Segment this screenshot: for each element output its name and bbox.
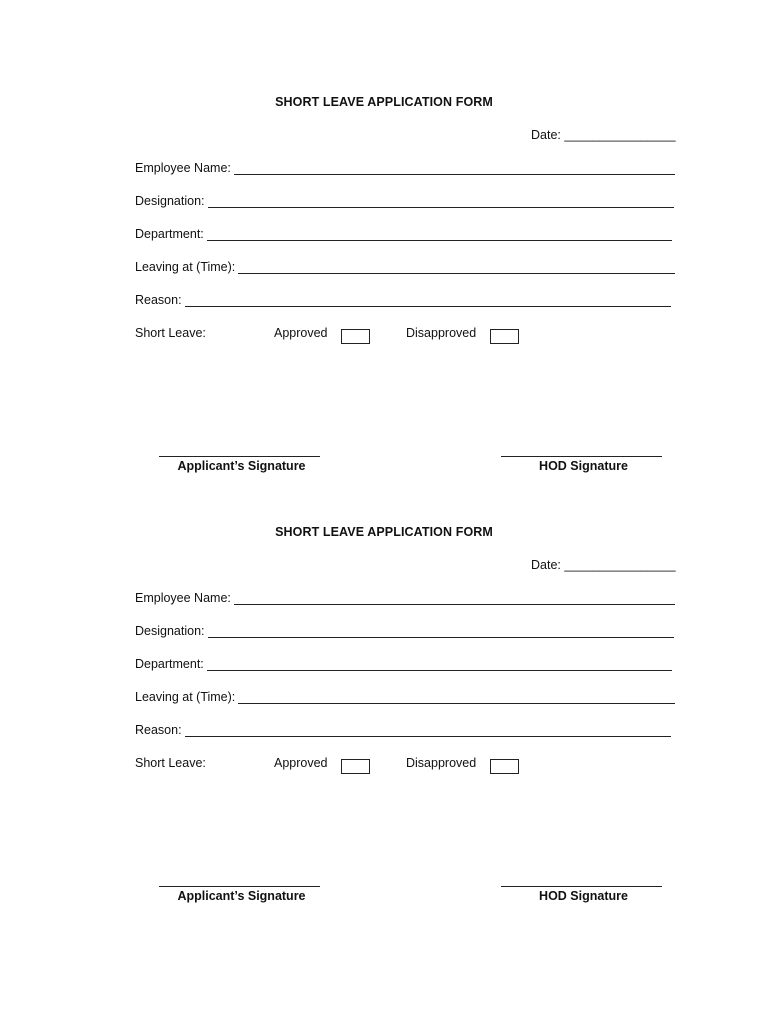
leaving-time-label: Leaving at (Time): (135, 260, 236, 274)
date-field[interactable] (531, 558, 676, 572)
short-leave-label: Short Leave: (135, 756, 206, 770)
approved-label: Approved (274, 326, 328, 340)
reason-field[interactable] (135, 293, 671, 307)
department-field[interactable] (135, 227, 672, 241)
short-leave-label: Short Leave: (135, 326, 206, 340)
reason-line[interactable] (185, 724, 671, 737)
department-label: Department: (135, 227, 204, 241)
designation-field[interactable] (135, 624, 674, 638)
employee-name-label: Employee Name: (135, 591, 231, 605)
date-label: Date: (531, 558, 561, 572)
employee-name-field[interactable] (135, 591, 675, 605)
date-blank[interactable]: ________________ (564, 558, 676, 572)
form-title: SHORT LEAVE APPLICATION FORM (275, 95, 493, 109)
department-line[interactable] (207, 228, 672, 241)
designation-label: Designation: (135, 624, 205, 638)
reason-label: Reason: (135, 293, 182, 307)
leaving-time-field[interactable] (135, 690, 675, 704)
disapproved-checkbox[interactable] (490, 329, 519, 344)
form-title: SHORT LEAVE APPLICATION FORM (275, 525, 493, 539)
leave-form-1 (0, 0, 768, 473)
disapproved-label: Disapproved (406, 756, 477, 770)
hod-signature-label: HOD Signature (539, 889, 628, 903)
disapproved-checkbox[interactable] (490, 759, 519, 774)
date-field[interactable] (531, 128, 676, 142)
disapproved-label: Disapproved (406, 326, 477, 340)
employee-name-label: Employee Name: (135, 161, 231, 175)
designation-label: Designation: (135, 194, 205, 208)
designation-field[interactable] (135, 194, 674, 208)
employee-name-line[interactable] (234, 592, 675, 605)
approved-checkbox[interactable] (341, 329, 370, 344)
leaving-time-line[interactable] (238, 691, 675, 704)
reason-label: Reason: (135, 723, 182, 737)
employee-name-line[interactable] (234, 162, 675, 175)
date-label: Date: (531, 128, 561, 142)
department-field[interactable] (135, 657, 672, 671)
designation-line[interactable] (208, 195, 674, 208)
hod-signature-label: HOD Signature (539, 459, 628, 473)
applicant-signature-label: Applicant’s Signature (177, 889, 306, 903)
designation-line[interactable] (208, 625, 674, 638)
applicant-signature-label: Applicant’s Signature (177, 459, 306, 473)
leaving-time-line[interactable] (238, 261, 675, 274)
reason-line[interactable] (185, 294, 671, 307)
approved-checkbox[interactable] (341, 759, 370, 774)
department-line[interactable] (207, 658, 672, 671)
date-blank[interactable]: ________________ (564, 128, 676, 142)
hod-signature-line[interactable] (501, 886, 662, 887)
applicant-signature-line[interactable] (159, 886, 320, 887)
department-label: Department: (135, 657, 204, 671)
leave-form-2 (0, 430, 768, 903)
leaving-time-field[interactable] (135, 260, 675, 274)
approved-label: Approved (274, 756, 328, 770)
leaving-time-label: Leaving at (Time): (135, 690, 236, 704)
employee-name-field[interactable] (135, 161, 675, 175)
reason-field[interactable] (135, 723, 671, 737)
